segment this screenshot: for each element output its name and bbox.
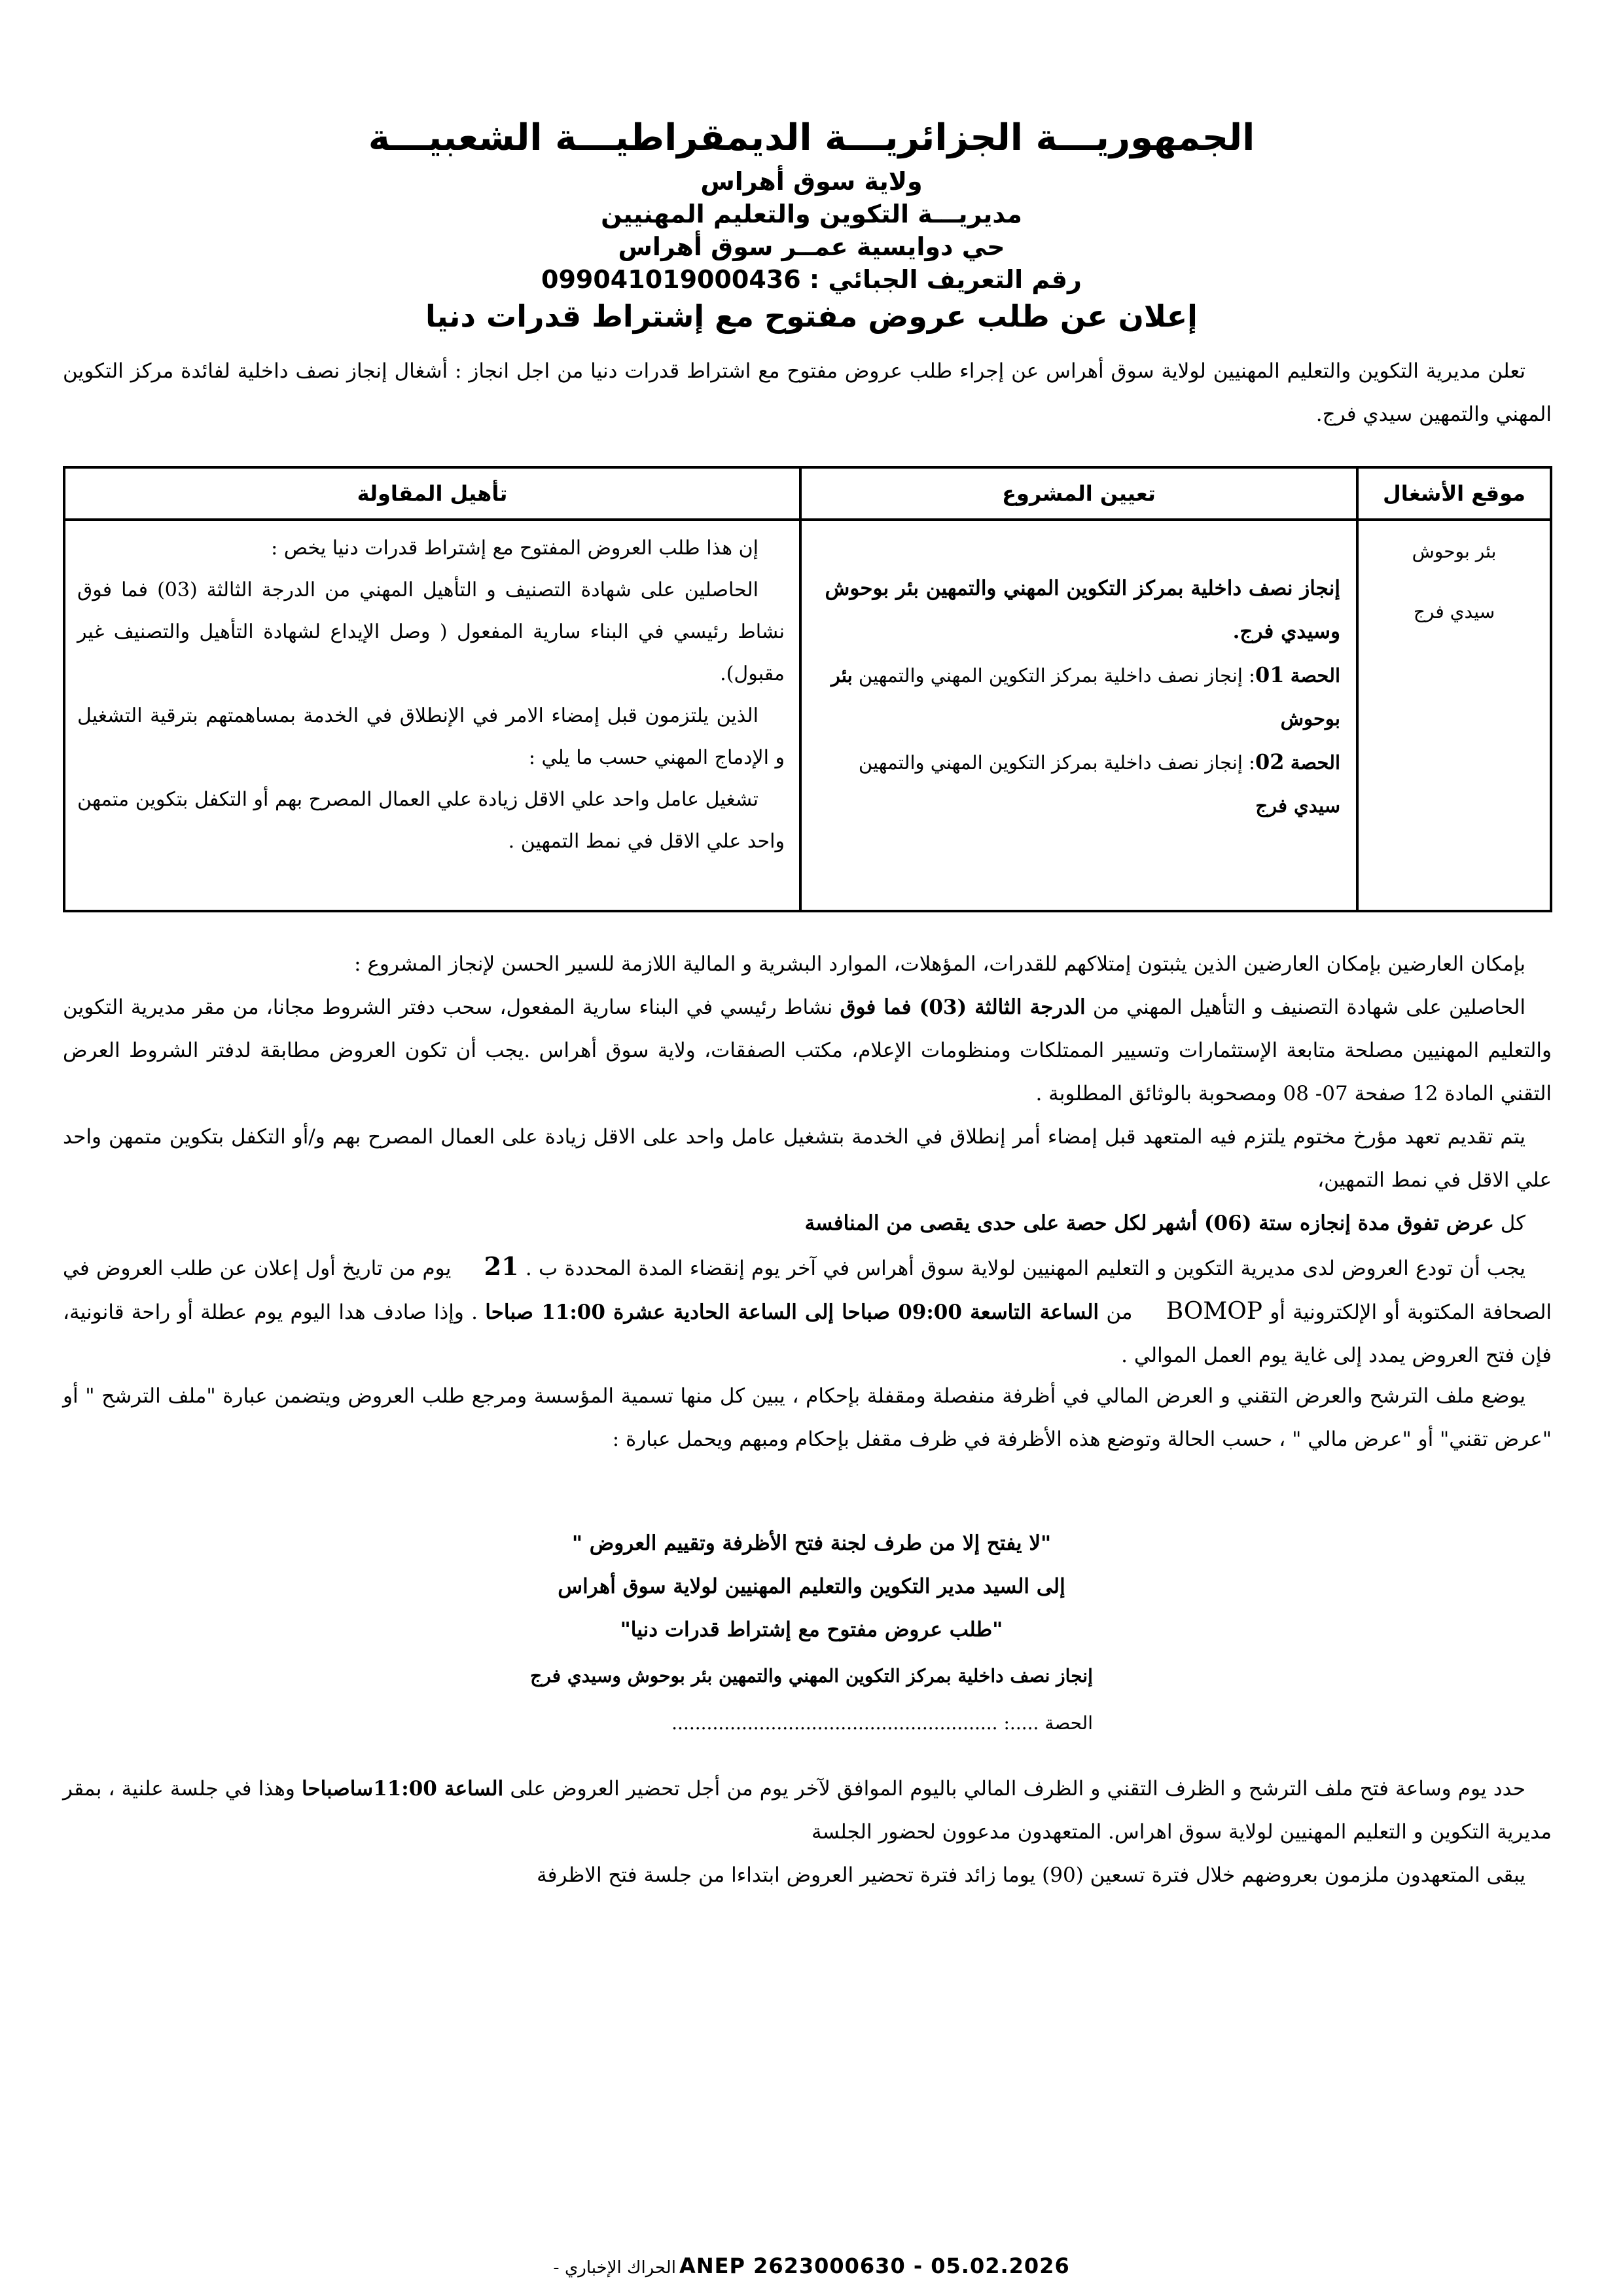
duration-text-a: كل <box>1500 1211 1525 1235</box>
lot-2-place: سيدي فرج <box>1255 795 1340 817</box>
table-row <box>64 520 1551 911</box>
qualification-employment: تشغيل عامل واحد علي الاقل زيادة علي العمال المصرح بهم أو التكفل بتكوين متمهن واحد علي الاقل في نمط التمهين . <box>77 788 785 853</box>
tax-id-line <box>0 265 1623 294</box>
certificate-paragraph <box>63 986 1552 1115</box>
header-qualification: تأهيل المقاولة <box>64 467 800 520</box>
project-table <box>63 466 1552 912</box>
qualification-certificate: الحاصلين على شهادة التصنيف و التأهيل المهني من الدرجة الثالثة (03) فما فوق نشاط رئيسي في البناء سارية المفعول ( وصل الإيداع لشهادة التأهيل والتصنيف غير مقبول). <box>77 579 785 685</box>
certificate-text-c: نشاط رئيسي في البناء سارية المفعول، سحب دفتر الشروط مجانا، من مقر مديرية التكوين والتعليم المهنيين مصلحة متابعة الإستثمارات وتسيير الممتلكات ومنظومات الإعلام، مكتب الصفقات، ولاية سوق أهراس .يجب أن تكون العروض مطابقة لدفتر الشروط العرض التقني المادة 12 صفحة 07- 08 ومصحوبة بالوثائق المطلوبة . <box>63 996 1552 1105</box>
envelopes-paragraph: يوضع ملف الترشح والعرض التقني و العرض المالي في أظرفة منفصلة ومقفلة بإحكام ، يبين كل منها تسمية المؤسسة ومرجع طلب العروض ويتضمن عبارة "ملف الترشح " أو "عرض تقني" أو "عرض مالي " ، حسب الحالة وتوضع هذه الأظرفة في ظرف مقفل بإحكام ومبهم ويحمل عبارة : <box>63 1384 1552 1451</box>
header-project: تعيين المشروع <box>800 467 1357 520</box>
footer-publication: - الحراك الإخباري <box>553 2258 676 2278</box>
header-site: موقع الأشغال <box>1357 467 1551 520</box>
intro-paragraph: تعلن مديرية التكوين والتعليم المهنيين لولاية سوق أهراس عن إجراء طلب عروض مفتوح مع اشتراط قدرات دنيا من اجل انجاز : أشغال إنجاز نصف داخلية لفائدة مركز التكوين المهني والتمهين سيدي فرج. <box>63 359 1552 426</box>
lot-placeholder-line: الحصة .....: ........................................................ <box>671 1712 1093 1734</box>
deposit-paragraph <box>63 1245 1552 1377</box>
site-cell <box>1357 520 1551 911</box>
announcement-title: إعلان عن طلب عروض مفتوح مع إشتراط قدرات دنيا <box>425 298 1198 334</box>
lot-2 <box>811 740 1340 827</box>
deposit-text-a: يجب أن تودع العروض لدى مديرية التكوين و التعليم المهنيين لولاية سوق أهراس في آخر يوم إنقضاء المدة المحددة ب . <box>525 1257 1525 1280</box>
certificate-text-a: الحاصلين على شهادة التصنيف و التأهيل المهني من <box>1092 996 1526 1019</box>
commitment-paragraph: يتم تقديم تعهد مؤرخ مختوم يلتزم فيه المتعهد قبل إمضاء أمر إنطلاق في الخدمة بتشغيل عامل واحد على الاقل زيادة على العمال المصرح بهم و/أو التكفل بتكوين متمهن واحد علي الاقل في نمط التمهين، <box>63 1125 1552 1192</box>
eligibility-paragraph: بإمكان العارضين بإمكان العارضين الذين يثبتون إمتلاكهم للقدرات، المؤهلات، الموارد البشرية و المالية اللازمة للسير الحسن لإنجاز المشروع : <box>354 952 1525 976</box>
certificate-grade: الدرجة الثالثة (03) فما فوق <box>840 996 1086 1019</box>
opening-time: الساعة 11:00ساصباحا <box>301 1777 504 1801</box>
envelope-line-3: "طلب عروض مفتوح مع إشتراط قدرات دنيا" <box>620 1618 1003 1641</box>
opening-text-a: حدد يوم وساعة فتح ملف الترشح و الظرف التقني و الظرف المالي باليوم الموافق لآخر يوم من أجل تحضير العروض على <box>510 1777 1525 1801</box>
lot-2-text: : إنجاز نصف داخلية بمركز التكوين المهني والتمهين <box>858 751 1255 774</box>
validity-paragraph: يبقى المتعهدون ملزمون بعروضهم خلال فترة تسعين (90) يوما زائد فترة تحضير العروض ابتداءا من جلسة فتح الاظرفة <box>537 1863 1525 1887</box>
deposit-text-b: يوم من تاريخ أول إعلان عن طلب العروض في الصحافة المكتوبة أو الإلكترونية أو <box>63 1257 1552 1324</box>
envelope-line-1: "لا يفتح إلا من طرف لجنة فتح الأظرفة وتقييم العروض " <box>571 1532 1052 1555</box>
tax-id-label: رقم التعريف الجبائي : <box>809 265 1082 294</box>
deposit-text-c: من <box>1106 1300 1133 1324</box>
lot-1-text: : إنجاز نصف داخلية بمركز التكوين المهني والتمهين <box>858 664 1255 687</box>
wilaya-heading: ولاية سوق أهراس <box>700 167 923 196</box>
lot-1 <box>811 653 1340 740</box>
envelope-line-2: إلى السيد مدير التكوين والتعليم المهنيين لولاية سوق أهراس <box>558 1575 1065 1598</box>
opening-text-c: وهذا في جلسة علنية ، بمقر مديرية التكوين و التعليم المهنيين لولاية سوق اهراس. المتعهدون مدعوون لحضور الجلسة <box>63 1777 1552 1844</box>
deposit-bomop: BOMOP <box>1166 1298 1263 1325</box>
lot-1-number: 01 <box>1255 662 1285 687</box>
directorate-heading: مديريـــة التكوين والتعليم المهنيين <box>601 200 1022 228</box>
duration-paragraph <box>63 1202 1552 1245</box>
lot-1-label: الحصة <box>1290 664 1340 687</box>
footer-anep-ref: ANEP 2623000630 - 05.02.2026 <box>679 2253 1070 2278</box>
envelope-line-4: إنجاز نصف داخلية بمركز التكوين المهني والتمهين بئر بوحوش وسيدي فرج <box>530 1665 1093 1687</box>
deposit-days: 21 <box>484 1251 519 1281</box>
lot-1-place: بئر بوحوش <box>830 664 1340 730</box>
project-title: إنجاز نصف داخلية بمركز التكوين المهني والتمهين بئر بوحوش وسيدي فرج. <box>825 577 1340 643</box>
qualification-intro: إن هذا طلب العروض المفتوح مع إشتراط قدرات دنيا يخص : <box>271 537 758 560</box>
qualification-commitment: الذين يلتزمون قبل إمضاء الامر في الإنطلاق في الخدمة بمساهمتهم بترقية التشغيل و الإدماج المهني حسب ما يلي : <box>77 704 785 769</box>
deposit-hours: الساعة التاسعة 09:00 صباحا إلى الساعة الحادية عشرة 11:00 صباحا <box>485 1300 1099 1324</box>
lot-2-number: 02 <box>1255 749 1285 774</box>
duration-rule: عرض تفوق مدة إنجازه ستة (06) أشهر لكل حصة على حدى يقصى من المنافسة <box>804 1211 1494 1235</box>
republic-heading: الجمهوريـــة الجزائريـــة الديمقراطيـــة الشعبيـــة <box>368 117 1255 159</box>
table-header-row <box>64 467 1551 520</box>
footer <box>0 2253 1623 2278</box>
address-heading: حي دوايسية عمــر سوق أهراس <box>618 232 1005 261</box>
deposit-text-e: . وإذا صادف هدا اليوم يوم عطلة أو راحة قانونية، فإن فتح العروض يمدد إلى غاية يوم العمل الموالي . <box>63 1300 1552 1367</box>
tax-id-value: 099041019000436 <box>541 265 801 294</box>
lot-2-label: الحصة <box>1290 751 1340 774</box>
site-bir-bouhouche: بئر بوحوش <box>1412 541 1497 562</box>
qualification-cell <box>64 520 800 911</box>
project-cell <box>800 520 1357 911</box>
site-sidi-fredj: سيدي فرج <box>1413 601 1495 622</box>
opening-paragraph <box>63 1767 1552 1854</box>
